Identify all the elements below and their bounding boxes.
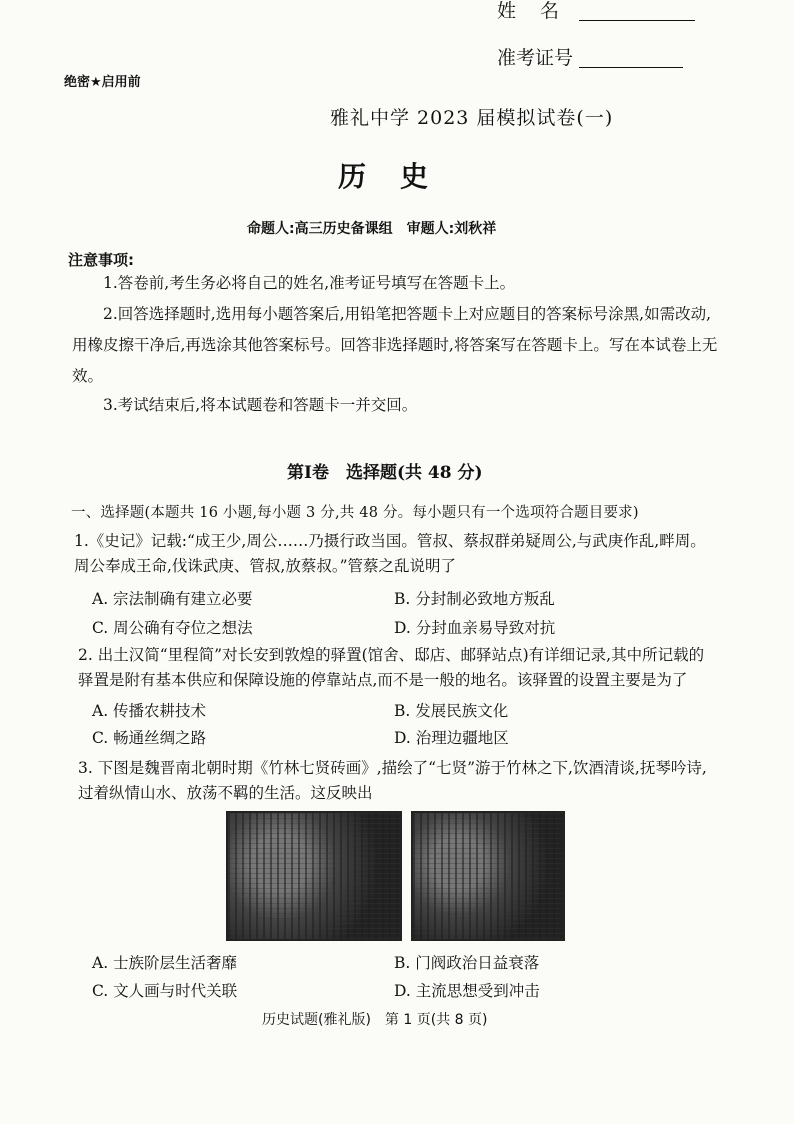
question-2-option-c: C. 畅通丝绸之路 bbox=[92, 729, 207, 747]
name-label: 姓名 bbox=[497, 0, 584, 22]
question-1-stem: 1.《史记》记载:“成王少,周公……乃摄行政当国。管叔、蔡叔群弟疑周公,与武庚作乱,畔周。周公奉成王命,伐诛武庚、管叔,放蔡叔。”管蔡之乱说明了 bbox=[74, 532, 706, 575]
section-instruction: 一、选择题(本题共 16 小题,每小题 3 分,共 48 分。每小题只有一个选项符合题目要求) bbox=[71, 505, 639, 521]
notice-title: 注意事项: bbox=[68, 251, 134, 269]
question-2-stem: 2. 出土汉简“里程简”对长安到敦煌的驿置(馆舍、邸店、邮驿站点)有详细记录,其中所记载的驿置是附有基本供应和保障设施的停靠站点,而不是一般的地名。该驿置的设置主要是为了 bbox=[78, 646, 705, 689]
question-1-option-d: D. 分封血亲易导致对抗 bbox=[394, 619, 556, 637]
authors-line: 命题人:高三历史备课组 审题人:刘秋祥 bbox=[247, 221, 497, 237]
question-2-option-b: B. 发展民族文化 bbox=[394, 702, 509, 720]
question-3-option-d: D. 主流思想受到冲击 bbox=[394, 982, 540, 1000]
subject-title: 历史 bbox=[338, 160, 463, 193]
exam-id-blank-line bbox=[579, 67, 683, 68]
question-3-option-a: A. 士族阶层生活奢靡 bbox=[92, 954, 238, 972]
question-3-stem: 3. 下图是魏晋南北朝时期《竹林七贤砖画》,描绘了“七贤”游于竹林之下,饮酒清谈,抚琴吟诗,过着纵情山水、放荡不羁的生活。这反映出 bbox=[78, 759, 707, 802]
notice-item-1: 1.答卷前,考生务必将自己的姓名,准考证号填写在答题卡上。 bbox=[103, 274, 516, 292]
question-3-option-b: B. 门阀政治日益衰落 bbox=[394, 954, 540, 972]
question-3-option-c: C. 文人画与时代关联 bbox=[92, 982, 238, 1000]
question-1-option-a: A. 宗法制确有建立必要 bbox=[92, 590, 253, 608]
section-heading: 第Ⅰ卷 选择题(共 48 分) bbox=[287, 463, 483, 483]
question-1-option-c: C. 周公确有夺位之想法 bbox=[92, 619, 253, 637]
notice-item-3: 3.考试结束后,将本试题卷和答题卡一并交回。 bbox=[103, 396, 418, 414]
confidential-mark: 绝密★启用前 bbox=[64, 75, 141, 90]
question-2-option-d: D. 治理边疆地区 bbox=[394, 729, 509, 747]
bamboo-grove-brick-painting-left bbox=[226, 811, 402, 941]
question-2-option-a: A. 传播农耕技术 bbox=[92, 702, 207, 720]
question-1-option-b: B. 分封制必致地方叛乱 bbox=[394, 590, 555, 608]
notice-item-2: 2.回答选择题时,选用每小题答案后,用铅笔把答题卡上对应题目的答案标号涂黑,如需改动,用橡皮擦干净后,再选涂其他答案标号。回答非选择题时,将答案写在答题卡上。写在本试卷上无效。 bbox=[72, 305, 718, 385]
exam-title: 雅礼中学 2023 届模拟试卷(一) bbox=[330, 107, 614, 129]
exam-id-label: 准考证号 bbox=[497, 47, 574, 69]
name-blank-line bbox=[579, 20, 695, 21]
bamboo-grove-brick-painting-right bbox=[411, 811, 565, 941]
page-footer: 历史试题(雅礼版) 第 1 页(共 8 页) bbox=[262, 1012, 488, 1028]
